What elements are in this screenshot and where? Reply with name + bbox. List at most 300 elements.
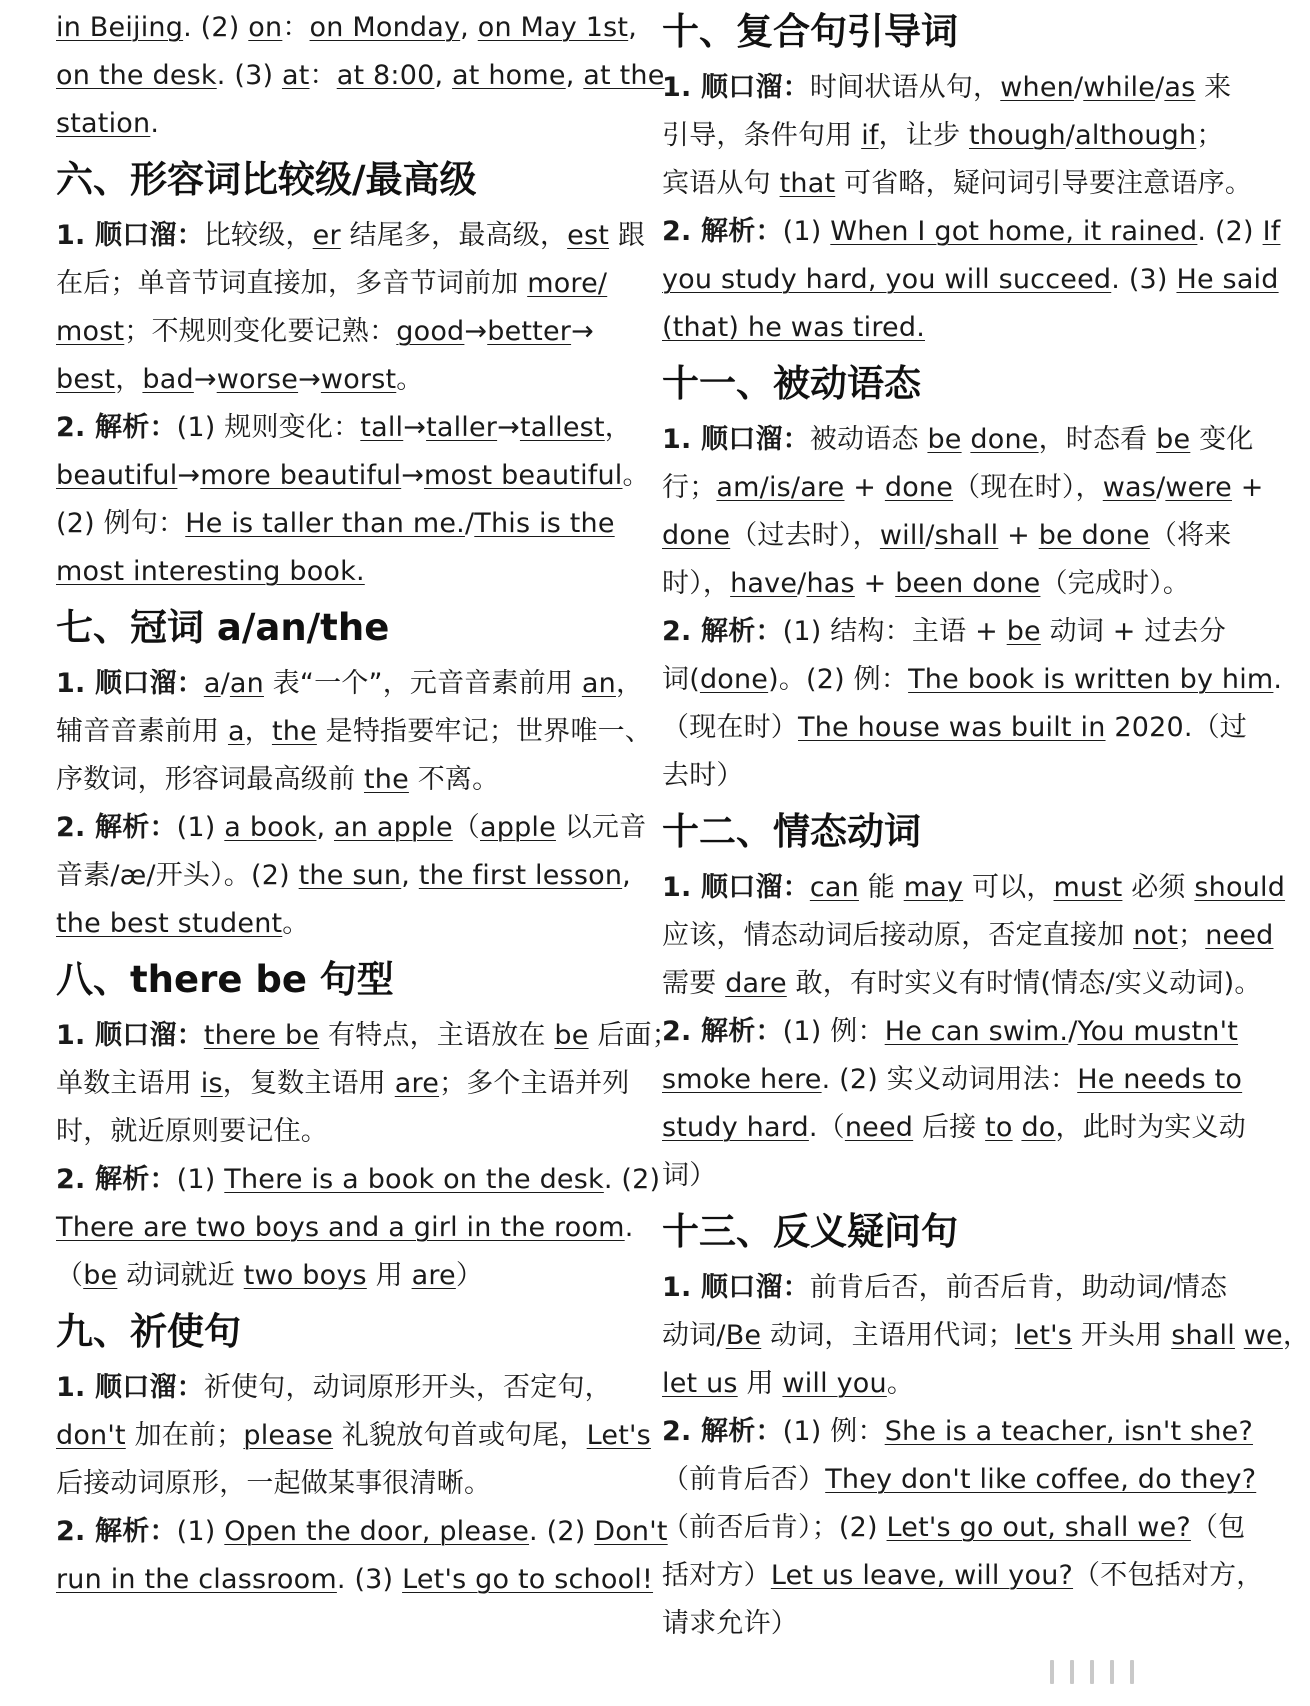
text-line [662, 208, 1281, 256]
underlined-phrase: be [554, 1020, 589, 1051]
text-segment: 动词就近 [117, 1260, 244, 1291]
underlined-phrase: tall [360, 412, 404, 443]
section-heading: 八、there be 句型 [56, 958, 394, 1001]
text-segment: (1) [176, 1164, 225, 1195]
underlined-phrase: though [969, 120, 1066, 151]
text-line [662, 1360, 1240, 1408]
text-segment: . (2) 实义动词用法： [821, 1064, 1078, 1095]
text-line [56, 1556, 654, 1604]
text-line [662, 304, 1240, 352]
text-segment: 开头用 [1072, 1320, 1172, 1351]
text-segment: 。 [282, 908, 310, 939]
section-heading: 六、形容词比较级/最高级 [56, 158, 477, 201]
text-line [662, 160, 1253, 208]
text-segment: （现在时） [662, 712, 798, 743]
text-line [662, 1408, 1253, 1456]
underlined-phrase: the sun [298, 860, 402, 891]
text-segment: 被动语态 [809, 424, 928, 455]
item-lead-label: 2. 解析： [662, 1016, 783, 1047]
text-segment: （ [56, 1260, 84, 1291]
text-segment: 。 [886, 1368, 915, 1399]
text-segment: (2) 例句： [56, 508, 186, 539]
text-line [662, 1008, 1240, 1056]
text-segment: (1) 例： [782, 1416, 885, 1447]
text-segment: 音素/æ/开头）。(2) [56, 860, 299, 891]
underlined-phrase: have [730, 568, 798, 599]
text-segment: 动词 + 过去分 [1040, 616, 1227, 647]
text-line [56, 500, 631, 548]
underlined-phrase: when [1000, 72, 1074, 103]
text-segment: 词( [662, 664, 700, 695]
section-heading: 十、复合句引导词 [662, 10, 958, 53]
text-segment: / [1065, 120, 1076, 151]
text-segment: 时，就近原则要记住。 [56, 1116, 328, 1147]
underlined-phrase: the first lesson [418, 860, 623, 891]
text-line [662, 1056, 1243, 1104]
text-segment: , [460, 12, 478, 43]
text-segment: . (2) [183, 12, 249, 43]
text-segment: ；不规则变化要记熟： [124, 316, 397, 347]
underlined-phrase: has [806, 568, 855, 599]
text-segment: 变化 [1190, 424, 1254, 455]
underlined-phrase: best [56, 364, 116, 395]
text-segment: → [571, 316, 594, 347]
underlined-phrase: need [844, 1112, 914, 1143]
underlined-phrase: don't [56, 1420, 126, 1451]
text-line [662, 1504, 1246, 1552]
underlined-phrase: worst [320, 364, 397, 395]
text-segment: （前否后肯）；(2) [662, 1512, 887, 1543]
text-line [56, 1252, 631, 1300]
underlined-phrase: two boys [243, 1260, 367, 1291]
underlined-phrase: When I got home, it rained [830, 216, 1198, 247]
text-line [56, 708, 653, 756]
underlined-phrase: you study hard, you will succeed [662, 264, 1112, 295]
item-lead-label: 2. 解析： [56, 812, 177, 843]
underlined-phrase: let us [662, 1368, 738, 1399]
text-segment: 2020.（过 [1105, 712, 1248, 743]
underlined-phrase: a book [224, 812, 317, 843]
text-segment: （将来 [1149, 520, 1232, 551]
text-line [662, 464, 1264, 512]
underlined-phrase: on Monday [309, 12, 461, 43]
text-segment: （不包括对方， [1073, 1560, 1264, 1591]
text-segment: 后接动词原形，一起做某事很清晰。 [56, 1468, 492, 1499]
text-line [662, 1552, 1264, 1600]
underlined-phrase: He is taller than me. [185, 508, 465, 539]
text-segment: ， [604, 412, 632, 443]
underlined-phrase: better [487, 316, 572, 347]
text-segment: （完成时）。 [1040, 568, 1191, 599]
text-segment: + [998, 520, 1039, 551]
underlined-phrase: will you [782, 1368, 887, 1399]
text-line [662, 1312, 1310, 1360]
text-segment: , [316, 812, 335, 843]
item-lead-label: 2. 解析： [662, 616, 783, 647]
underlined-phrase: (that) he was tired. [662, 312, 925, 343]
underlined-phrase: a [203, 668, 221, 699]
text-segment: 时间状语从句， [809, 72, 1001, 103]
text-segment: 在后；单音节词直接加，多音节词前加 [56, 268, 528, 299]
text-segment: ： [282, 12, 310, 43]
text-line [662, 1600, 1240, 1648]
text-segment: → [401, 460, 425, 491]
underlined-phrase: taller [426, 412, 498, 443]
text-segment: 单数主语用 [56, 1068, 201, 1099]
item-lead-label: 2. 解析： [56, 1516, 177, 1547]
item-lead-label: 1. 顺口溜： [662, 424, 810, 455]
item-lead-label: 2. 解析： [662, 1416, 783, 1447]
underlined-phrase: at [281, 60, 310, 91]
text-segment: 去时） [662, 760, 744, 791]
text-segment: 表“一个”，元音音素前用 [263, 668, 582, 699]
text-line [56, 1412, 651, 1460]
item-lead-label: 1. 顺口溜： [56, 668, 204, 699]
underlined-phrase: shall [934, 520, 999, 551]
underlined-phrase: study hard [662, 1112, 809, 1143]
text-segment: 不离。 [408, 764, 500, 795]
text-segment: （ [452, 812, 480, 843]
underlined-phrase: on [248, 12, 283, 43]
text-line [56, 452, 650, 500]
text-segment: ， [244, 716, 272, 747]
underlined-phrase: on May 1st [477, 12, 629, 43]
text-segment: 用 [366, 1260, 412, 1291]
underlined-phrase: be [1006, 616, 1041, 647]
text-line [56, 660, 644, 708]
text-segment: + [854, 568, 896, 599]
text-segment: + [844, 472, 885, 503]
item-lead-label: 1. 顺口溜： [662, 72, 810, 103]
text-segment: 。 [396, 364, 424, 395]
text-segment: ，此时为实义动 [1055, 1112, 1246, 1143]
underlined-phrase: bad [142, 364, 194, 395]
text-segment: （现在时）， [953, 472, 1103, 503]
underlined-phrase: dare [725, 968, 787, 999]
text-segment: 比较级， [203, 220, 313, 251]
underlined-phrase: most interesting book. [56, 556, 365, 587]
underlined-phrase: as [1164, 72, 1196, 103]
underlined-phrase: there be [203, 1020, 320, 1051]
text-segment: / [1073, 72, 1084, 103]
item-lead-label: 1. 顺口溜： [662, 872, 810, 903]
text-line [662, 912, 1274, 960]
text-segment: 有特点，主语放在 [319, 1020, 555, 1051]
text-segment: → [403, 412, 427, 443]
text-line [662, 112, 1240, 160]
underlined-phrase: we [1243, 1320, 1283, 1351]
text-segment: ，时态看 [1038, 424, 1157, 455]
text-segment: 后接 [913, 1112, 986, 1143]
underlined-phrase: done [699, 664, 769, 695]
text-segment: + [1231, 472, 1264, 503]
underlined-phrase: shall [1171, 1320, 1235, 1351]
text-line [662, 960, 1262, 1008]
underlined-phrase: smoke here [662, 1064, 822, 1095]
item-lead-label: 1. 顺口溜： [662, 1272, 810, 1303]
text-line [56, 52, 665, 100]
text-segment: 前肯后否，前否后肯，助动词/情态 [809, 1272, 1228, 1303]
text-segment [1235, 1320, 1244, 1351]
text-segment: / [1068, 1016, 1078, 1047]
text-segment: 是特指要牢记；世界唯一、 [316, 716, 653, 747]
text-segment: ； [1178, 920, 1206, 951]
underlined-phrase: good [396, 316, 465, 347]
text-line [56, 548, 631, 596]
underlined-phrase: The book is written by him [908, 664, 1274, 695]
text-segment: 敢，有时实义有时情(情态/实义动词)。 [786, 968, 1262, 999]
underlined-phrase: please [243, 1420, 334, 1451]
underlined-phrase: done [662, 520, 731, 551]
underlined-phrase: at home [452, 60, 566, 91]
section-heading: 七、冠词 a/an/the [56, 606, 390, 649]
text-line [56, 1012, 679, 1060]
text-segment: . (2) [529, 1516, 595, 1547]
text-segment: ） [455, 1260, 484, 1291]
text-segment: 能 [858, 872, 904, 903]
text-segment: 序数词，形容词最高级前 [56, 764, 364, 795]
underlined-phrase: the [271, 716, 317, 747]
text-segment: (1) [176, 1516, 225, 1547]
underlined-phrase: est [567, 220, 610, 251]
underlined-phrase: an [581, 668, 616, 699]
text-segment: 辅音音素前用 [56, 716, 228, 747]
underlined-phrase: was [1102, 472, 1157, 503]
underlined-phrase: the [363, 764, 409, 795]
text-segment: （过去时）， [730, 520, 880, 551]
text-segment: → [464, 316, 488, 347]
text-segment: . (3) [216, 60, 282, 91]
text-line [56, 100, 631, 148]
text-segment: 行； [662, 472, 717, 503]
underlined-phrase: Let's go out, shall we? [886, 1512, 1191, 1543]
underlined-phrase: They don't like coffee, do they? [825, 1464, 1257, 1495]
underlined-phrase: run in the classroom [56, 1564, 337, 1595]
underlined-phrase: apple [480, 812, 556, 843]
underlined-phrase: been done [895, 568, 1041, 599]
text-segment: 礼貌放句首或句尾， [333, 1420, 587, 1451]
text-segment: (1) [782, 216, 831, 247]
text-segment: / [797, 568, 807, 599]
underlined-phrase: most beautiful [424, 460, 623, 491]
text-line [662, 416, 1254, 464]
text-segment: . [150, 108, 160, 139]
text-segment: 以元音 [555, 812, 647, 843]
underlined-phrase: station [56, 108, 151, 139]
text-line [662, 864, 1286, 912]
text-segment: 时）， [662, 568, 731, 599]
section-heading: 九、祈使句 [56, 1310, 241, 1353]
left-column [56, 0, 679, 1604]
text-line [56, 1204, 634, 1252]
text-segment: . (2) [603, 1164, 661, 1195]
item-lead-label: 1. 顺口溜： [56, 1372, 204, 1403]
underlined-phrase: beautiful [56, 460, 178, 491]
underlined-phrase: although [1075, 120, 1197, 151]
underlined-phrase: This is the [474, 508, 615, 539]
underlined-phrase: at 8:00 [336, 60, 435, 91]
text-segment: ； [1196, 120, 1224, 151]
text-segment: 可以， [963, 872, 1054, 903]
text-line [662, 656, 1283, 704]
text-segment: 结尾多，最高级， [340, 220, 568, 251]
text-line [662, 560, 1240, 608]
item-lead-label: 1. 顺口溜： [56, 220, 204, 251]
underlined-phrase: most [56, 316, 125, 347]
text-line [56, 1460, 631, 1508]
underlined-phrase: if [861, 120, 879, 151]
text-segment: 引导，条件句用 [662, 120, 862, 151]
text-line [56, 900, 631, 948]
underlined-phrase: er [312, 220, 341, 251]
text-segment: 后面； [588, 1020, 679, 1051]
underlined-phrase: Don't [594, 1516, 668, 1547]
right-column [662, 0, 1310, 1648]
text-segment: 需要 [662, 968, 726, 999]
text-segment: ： [309, 60, 337, 91]
underlined-phrase: to [985, 1112, 1013, 1143]
underlined-phrase: There is a book on the desk [224, 1164, 604, 1195]
underlined-phrase: The house was built in [798, 712, 1106, 743]
text-line [56, 308, 631, 356]
section-heading: 十一、被动语态 [662, 362, 921, 405]
underlined-phrase: He said [1176, 264, 1279, 295]
text-segment: (1) [176, 812, 225, 843]
text-segment: , [622, 860, 631, 891]
text-line [662, 1152, 1240, 1200]
underlined-phrase: more/ [527, 268, 608, 299]
underlined-phrase: Let us leave, will you? [770, 1560, 1074, 1591]
item-lead-label: 2. 解析： [56, 1164, 177, 1195]
underlined-phrase: were [1165, 472, 1232, 503]
text-line [662, 608, 1240, 656]
text-segment: / [1156, 472, 1166, 503]
text-segment: ， [615, 668, 644, 699]
text-segment: （包 [1190, 1512, 1246, 1543]
underlined-phrase: Open the door, please [224, 1516, 530, 1547]
item-lead-label: 2. 解析： [56, 412, 177, 443]
text-line [56, 756, 631, 804]
underlined-phrase: can [809, 872, 859, 903]
text-segment: 宾语从句 [662, 168, 780, 199]
underlined-phrase: be [1156, 424, 1191, 455]
underlined-phrase: need [1205, 920, 1274, 951]
text-segment: (1) 结构：主语 + [782, 616, 1007, 647]
text-segment: → [177, 460, 201, 491]
text-segment: 括对方） [662, 1560, 771, 1591]
underlined-phrase: in Beijing [56, 12, 184, 43]
underlined-phrase: be done [1038, 520, 1150, 551]
underlined-phrase: Let's go to school! [402, 1564, 654, 1595]
underlined-phrase: more beautiful [200, 460, 402, 491]
text-segment: 可省略，疑问词引导要注意语序。 [835, 168, 1253, 199]
text-line [662, 1456, 1257, 1504]
text-line [56, 1156, 661, 1204]
underlined-phrase: an apple [334, 812, 453, 843]
underlined-phrase: Let's [586, 1420, 651, 1451]
text-segment: 动词，主语用代词； [761, 1320, 1015, 1351]
text-segment: / [925, 520, 935, 551]
item-lead-label: 2. 解析： [662, 216, 783, 247]
text-segment: 祈使句，动词原形开头，否定句， [203, 1372, 612, 1403]
underlined-phrase: let's [1014, 1320, 1073, 1351]
text-segment: ，复数主语用 [222, 1068, 395, 1099]
underlined-phrase: He can swim. [884, 1016, 1069, 1047]
text-segment: （前肯后否） [662, 1464, 826, 1495]
text-segment: ， [1282, 1320, 1310, 1351]
text-segment: , [401, 860, 419, 891]
underlined-phrase: at the [583, 60, 665, 91]
text-line [662, 64, 1240, 112]
text-line [56, 1508, 668, 1556]
underlined-phrase: is [200, 1068, 223, 1099]
text-line [56, 212, 646, 260]
text-segment: ；多个主语并列 [439, 1068, 630, 1099]
underlined-phrase: may [903, 872, 964, 903]
text-segment: (1) 例： [782, 1016, 885, 1047]
text-segment: 跟 [609, 220, 646, 251]
text-line [662, 704, 1248, 752]
text-segment: → [497, 412, 520, 443]
underlined-phrase: be [83, 1260, 118, 1291]
text-line [56, 1364, 631, 1412]
item-lead-label: 1. 顺口溜： [56, 1020, 204, 1051]
underlined-phrase: an [229, 668, 264, 699]
text-line [56, 1060, 631, 1108]
page-indicator-icon [1050, 1654, 1168, 1690]
text-line [56, 356, 631, 404]
text-segment: 加在前； [125, 1420, 244, 1451]
underlined-phrase: are [394, 1068, 440, 1099]
text-segment: ，让步 [878, 120, 969, 151]
section-heading: 十二、情态动词 [662, 810, 921, 853]
text-segment: → [298, 364, 321, 395]
text-segment: 词） [662, 1160, 717, 1191]
underlined-phrase: If [1262, 216, 1281, 247]
text-segment: 。 [622, 460, 650, 491]
underlined-phrase: am/is/are [716, 472, 845, 503]
underlined-phrase: will [879, 520, 926, 551]
text-segment: . (3) [336, 1564, 403, 1595]
text-segment: 用 [737, 1368, 783, 1399]
underlined-phrase: worse [216, 364, 299, 395]
text-segment: / [1155, 72, 1165, 103]
underlined-phrase: be [927, 424, 962, 455]
text-segment: ， [115, 364, 143, 395]
underlined-phrase: on the desk [56, 60, 217, 91]
underlined-phrase: She is a teacher, isn't she? [884, 1416, 1253, 1447]
text-line [662, 1264, 1240, 1312]
text-segment: (1) 规则变化： [176, 412, 361, 443]
text-segment: , [434, 60, 453, 91]
text-segment: 必须 [1122, 872, 1195, 903]
text-segment: / [464, 508, 475, 539]
text-segment: / [220, 668, 230, 699]
underlined-phrase: should [1194, 872, 1286, 903]
underlined-phrase: There are two boys and a girl in the room [56, 1212, 625, 1243]
text-line [56, 852, 631, 900]
underlined-phrase: Be [725, 1320, 762, 1351]
underlined-phrase: tallest [519, 412, 605, 443]
text-segment: , [628, 12, 637, 43]
underlined-phrase: that [779, 168, 836, 199]
text-segment: 应该，情态动词后接动原，否定直接加 [662, 920, 1134, 951]
text-line [56, 404, 631, 452]
text-segment: . [1273, 664, 1283, 695]
text-line [662, 752, 1240, 800]
text-segment: . (3) [1111, 264, 1177, 295]
text-line [662, 512, 1240, 560]
